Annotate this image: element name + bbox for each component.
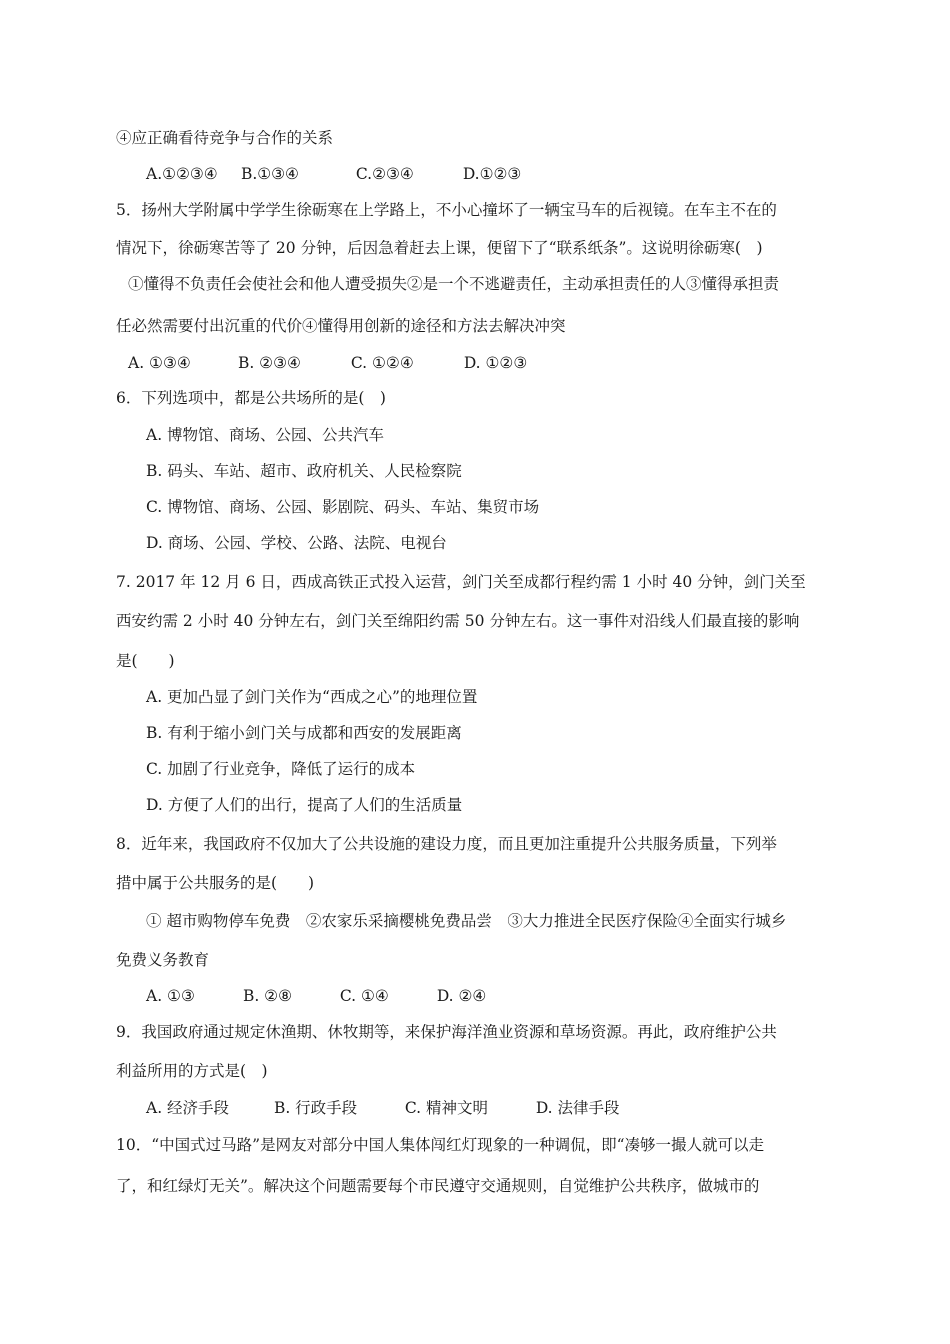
q8-options <box>146 985 486 1007</box>
q9-option-a: A. 经济手段 <box>146 1099 230 1117</box>
q9-stem-1: 9．我国政府通过规定休渔期、休牧期等，来保护海洋渔业资源和草场资源。再此，政府维护公共 <box>116 1023 777 1041</box>
q6-option-d: D. 商场、公园、学校、公路、法院、电视台 <box>146 534 447 552</box>
q8-stem-1: 8．近年来，我国政府不仅加大了公共设施的建设力度，而且更加注重提升公共服务质量，下列举 <box>116 835 777 853</box>
q4-option-b: B.①③④ <box>240 165 299 183</box>
q8-option-c: C. ①④ <box>339 987 389 1005</box>
q8-items-2: 免费义务教育 <box>116 951 210 969</box>
q4-option-d: D.①②③ <box>462 165 522 183</box>
q8-option-b: B. ②⑧ <box>242 987 292 1005</box>
q5-option-a: A. ①③④ <box>128 354 191 372</box>
q5-option-c: C. ①②④ <box>350 354 414 372</box>
q7-option-b: B. 有利于缩小剑门关与成都和西安的发展距离 <box>146 724 462 742</box>
q10-stem-1: 10．“中国式过马路”是网友对部分中国人集体闯红灯现象的一种调侃，即“凑够一撮人就可以走 <box>116 1136 764 1154</box>
q4-options <box>146 163 521 185</box>
q9-options <box>146 1097 620 1119</box>
q5-stem-2: 情况下，徐砺寒苦等了 20 分钟，后因急着赶去上课，便留下了“联系纸条”。这说明徐砺寒( ) <box>116 239 763 257</box>
q6-option-a: A. 博物馆、商场、公园、公共汽车 <box>146 426 385 444</box>
q9-option-c: C. 精神文明 <box>404 1099 489 1117</box>
q9-stem-2: 利益所用的方式是( ) <box>116 1062 268 1080</box>
q4-option-c: C.②③④ <box>355 165 414 183</box>
q9-option-d: D. 法律手段 <box>535 1099 620 1117</box>
q9-option-b: B. 行政手段 <box>273 1099 358 1117</box>
q8-option-d: D. ②④ <box>436 987 487 1005</box>
q5-items-2: 任必然需要付出沉重的代价④懂得用创新的途径和方法去解决冲突 <box>116 317 566 335</box>
q7-stem-1: 7. 2017 年 12 月 6 日，西成高铁正式投入运营，剑门关至成都行程约需 1 小时 40 分钟，剑门关至 <box>116 573 806 591</box>
q6-stem: 6．下列选项中，都是公共场所的是( ) <box>116 389 386 407</box>
q7-option-a: A. 更加凸显了剑门关作为“西成之心”的地理位置 <box>146 688 478 706</box>
q6-option-b: B. 码头、车站、超市、政府机关、人民检察院 <box>146 462 462 480</box>
q7-option-d: D. 方便了人们的出行，提高了人们的生活质量 <box>146 796 463 814</box>
q7-stem-2: 西安约需 2 小时 40 分钟左右，剑门关至绵阳约需 50 分钟左右。这一事件对沿线人们最直接的影响 <box>116 612 800 630</box>
q5-options <box>128 352 527 374</box>
q6-option-c: C. 博物馆、商场、公园、影剧院、码头、车站、集贸市场 <box>146 498 540 516</box>
q8-items-1: ① 超市购物停车免费 ②农家乐采摘樱桃免费品尝 ③大力推进全民医疗保险④全面实行城乡 <box>146 912 787 930</box>
q7-option-c: C. 加剧了行业竞争，降低了运行的成本 <box>146 760 416 778</box>
q8-option-a: A. ①③ <box>146 987 195 1005</box>
q5-items-1: ①懂得不负责任会使社会和他人遭受损失②是一个不逃避责任，主动承担责任的人③懂得承担责 <box>128 275 780 293</box>
q5-option-d: D. ①②③ <box>463 354 528 372</box>
q5-stem-1: 5．扬州大学附属中学学生徐砺寒在上学路上，不小心撞坏了一辆宝马车的后视镜。在车主不在的 <box>116 201 777 219</box>
q4-option-a: A.①②③④ <box>146 165 218 183</box>
q8-stem-2: 措中属于公共服务的是( ) <box>116 874 315 892</box>
q4-item-4: ④应正确看待竞争与合作的关系 <box>116 129 334 147</box>
q7-stem-3: 是( ) <box>116 652 175 670</box>
q5-option-b: B. ②③④ <box>237 354 301 372</box>
q10-stem-2: 了，和红绿灯无关”。解决这个问题需要每个市民遵守交通规则，自觉维护公共秩序，做城市的 <box>116 1177 760 1195</box>
